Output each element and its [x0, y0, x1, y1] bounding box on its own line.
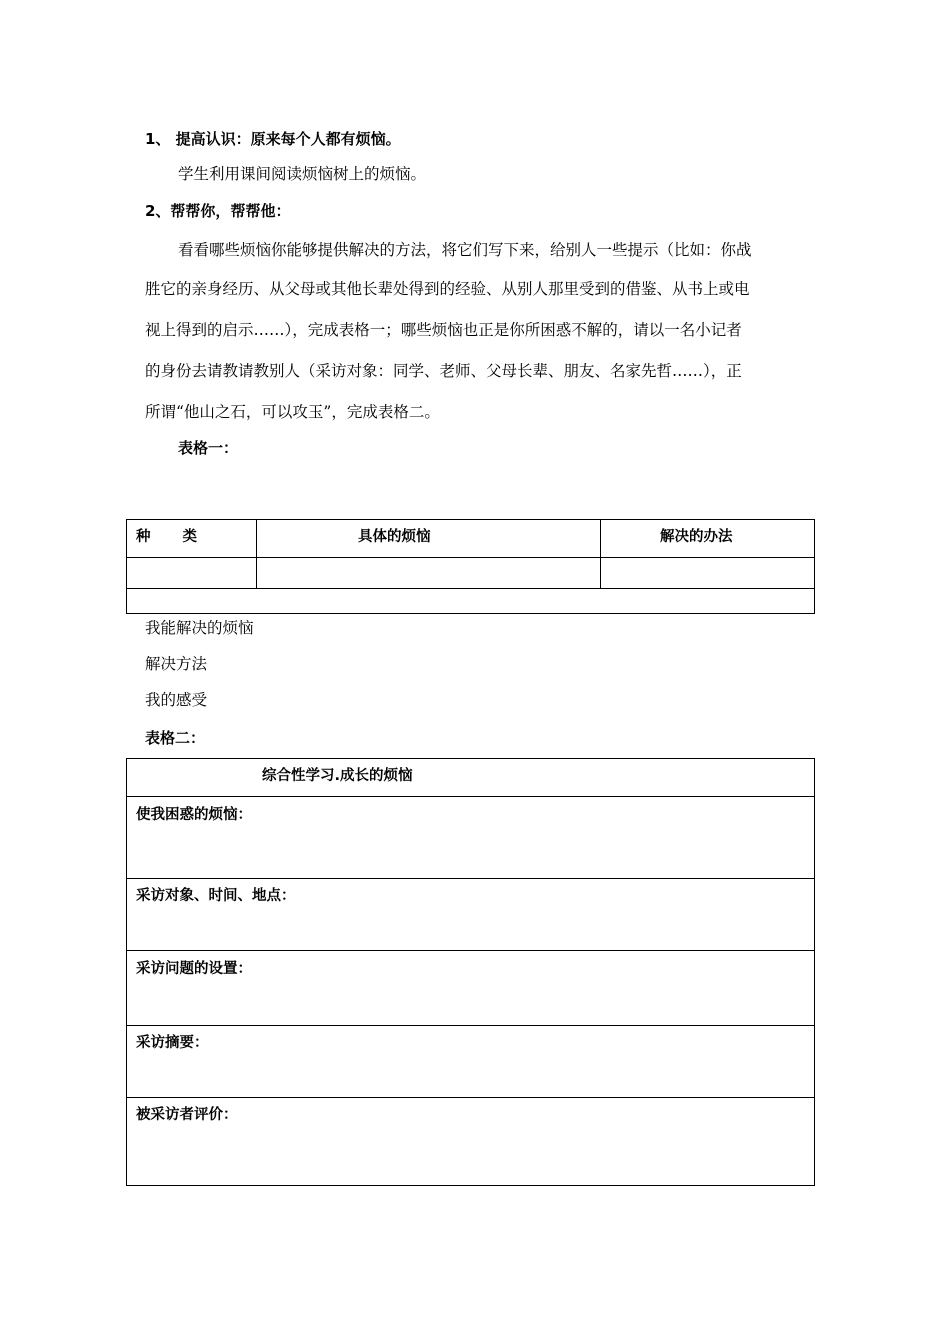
- section2-line-4: 的身份去请教请教别人（采访对象：同学、老师、父母长辈、朋友、名家先哲……），正: [145, 362, 742, 380]
- table2-row-interview-summary: 采访摘要：: [136, 1035, 209, 1051]
- section2-line-1: 看看哪些烦恼你能够提供解决的方法，将它们写下来，给别人一些提示（比如：你战: [178, 241, 752, 259]
- table2-row-interview-questions: 采访问题的设置：: [136, 961, 252, 977]
- section1-body: 学生利用课间阅读烦恼树上的烦恼。: [178, 165, 427, 183]
- section1-heading: 1、 提高认识：原来每个人都有烦恼。: [145, 130, 401, 148]
- section2-line-2: 胜它的亲身经历、从父母或其他长辈处得到的经验、从别人那里受到的借鉴、从书上或电: [145, 280, 750, 298]
- my-feeling: 我的感受: [145, 691, 208, 709]
- table1-header-worry: 具体的烦恼: [358, 529, 431, 545]
- section2-line-5: 所谓“他山之石，可以攻玉”，完成表格二。: [145, 403, 440, 421]
- table2-row-interviewee-evaluation: 被采访者评价：: [136, 1107, 238, 1123]
- table2-row-confusing-worry: 使我困惑的烦恼：: [136, 807, 252, 823]
- section2-line-3: 视上得到的启示……），完成表格一；哪些烦恼也正是你所困惑不解的，请以一名小记者: [145, 321, 742, 339]
- table2-title: 表格二：: [145, 729, 206, 747]
- table1-header-kind: 种 类: [136, 529, 198, 545]
- table1-title: 表格一：: [178, 439, 239, 457]
- table2-header: 综合性学习.成长的烦恼: [262, 768, 413, 784]
- table2-row-interviewee-time-place: 采访对象、时间、地点：: [136, 888, 296, 904]
- section2-heading: 2、帮帮你，帮帮他：: [145, 202, 291, 220]
- table1-header-solution: 解决的办法: [660, 529, 733, 545]
- solution-method: 解决方法: [145, 655, 208, 673]
- worry-i-can-solve: 我能解决的烦恼: [145, 619, 254, 637]
